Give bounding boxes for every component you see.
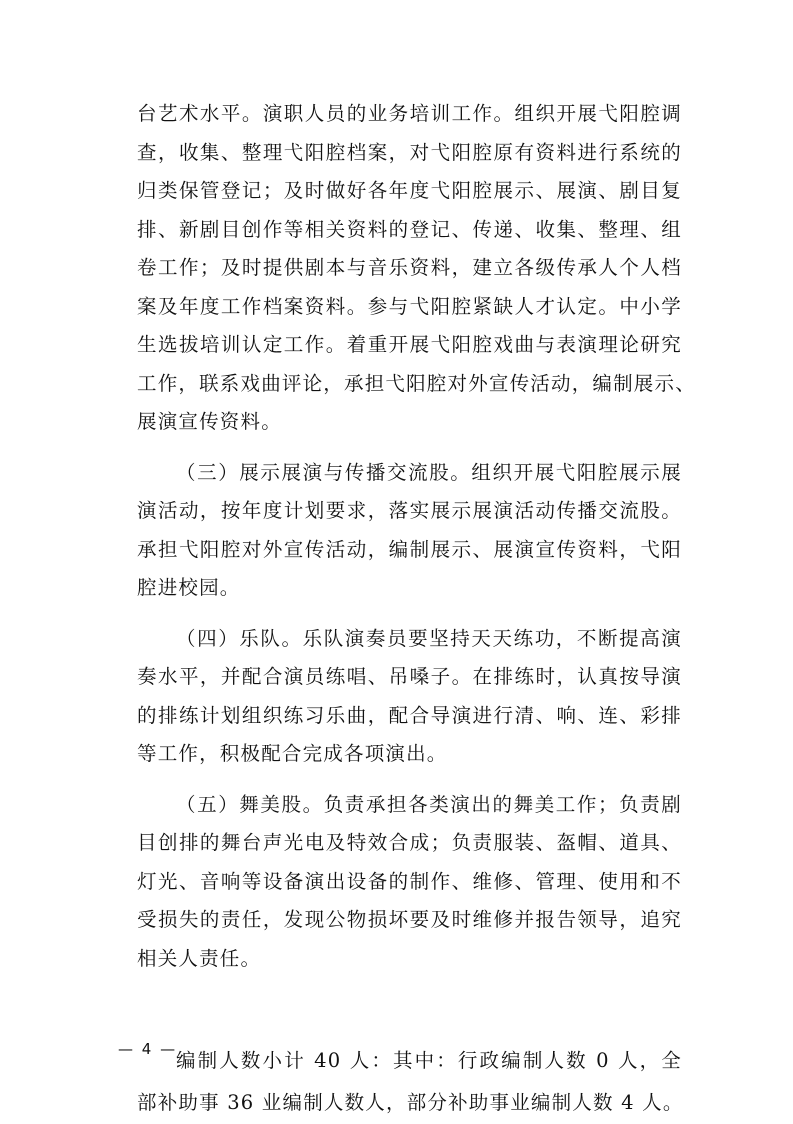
- text-line: 排、新剧目创作等相关资料的登记、传递、收集、整理、组: [137, 217, 682, 241]
- paragraph-section-5: [137, 786, 682, 979]
- text-line: 归类保管登记；及时做好各年度弋阳腔展示、展演、剧目复: [137, 179, 682, 202]
- text-line: 等工作，积极配合完成各项演出。: [137, 742, 448, 765]
- text-line: 目创排的舞台声光电及特效合成；负责服装、盔帽、道具、: [137, 831, 682, 854]
- text-line: 案及年度工作档案资料。参与弋阳腔紧缺人才认定。中小学: [137, 294, 682, 318]
- page-number: — 4 —: [118, 1040, 178, 1058]
- text-line: 腔进校园。: [137, 576, 241, 599]
- text-line: 奏水平，并配合演员练唱、吊嗓子。在排练时，认真按导演: [137, 665, 682, 688]
- text-line: 受损失的责任，发现公物损坏要及时维修并报告领导，追究: [137, 908, 682, 931]
- text-line: 工作，联系戏曲评论，承担弋阳腔对外宣传活动，编制展示、: [137, 371, 696, 395]
- text-line: 灯光、音响等设备演出设备的制作、维修、管理、使用和不: [137, 869, 682, 893]
- body-text: [137, 95, 696, 1124]
- paragraph-section-4: [137, 620, 682, 774]
- text-line: 展演宣传资料。: [137, 410, 282, 433]
- text-line: 卷工作；及时提供剧本与音乐资料，建立各级传承人个人档: [137, 256, 682, 279]
- paragraph-section-3: [137, 454, 682, 608]
- text-line: 相关人责任。: [137, 946, 262, 970]
- text-line: 演活动，按年度计划要求，落实展示展演活动传播交流股。: [137, 499, 682, 522]
- text-line: （三）展示展演与传播交流股。组织开展弋阳腔展示展: [176, 460, 682, 484]
- text-line: 台艺术水平。演职人员的业务培训工作。组织开展弋阳腔调: [137, 102, 682, 125]
- text-line: （四）乐队。乐队演奏员要坚持天天练功，不断提高演: [176, 626, 682, 650]
- text-line: 的排练计划组织练习乐曲，配合导演进行清、响、连、彩排: [137, 703, 682, 727]
- text-line: 查，收集、整理弋阳腔档案，对弋阳腔原有资料进行系统的: [137, 140, 682, 164]
- text-line: 生选拔培训认定工作。着重开展弋阳腔戏曲与表演理论研究: [137, 333, 682, 356]
- text-line: （五）舞美股。负责承担各类演出的舞美工作；负责剧: [176, 792, 682, 816]
- text-line: 部补助事 36 业编制人数人，部分补助事业编制人数 4 人。: [137, 1091, 684, 1114]
- paragraph-continuation: [137, 95, 696, 442]
- text-line: 编制人数小计 40 人：其中：行政编制人数 0 人，全: [176, 1049, 682, 1072]
- staffing-paragraph: [137, 1040, 682, 1124]
- text-line: 承担弋阳腔对外宣传活动，编制展示、展演宣传资料，弋阳: [137, 537, 682, 561]
